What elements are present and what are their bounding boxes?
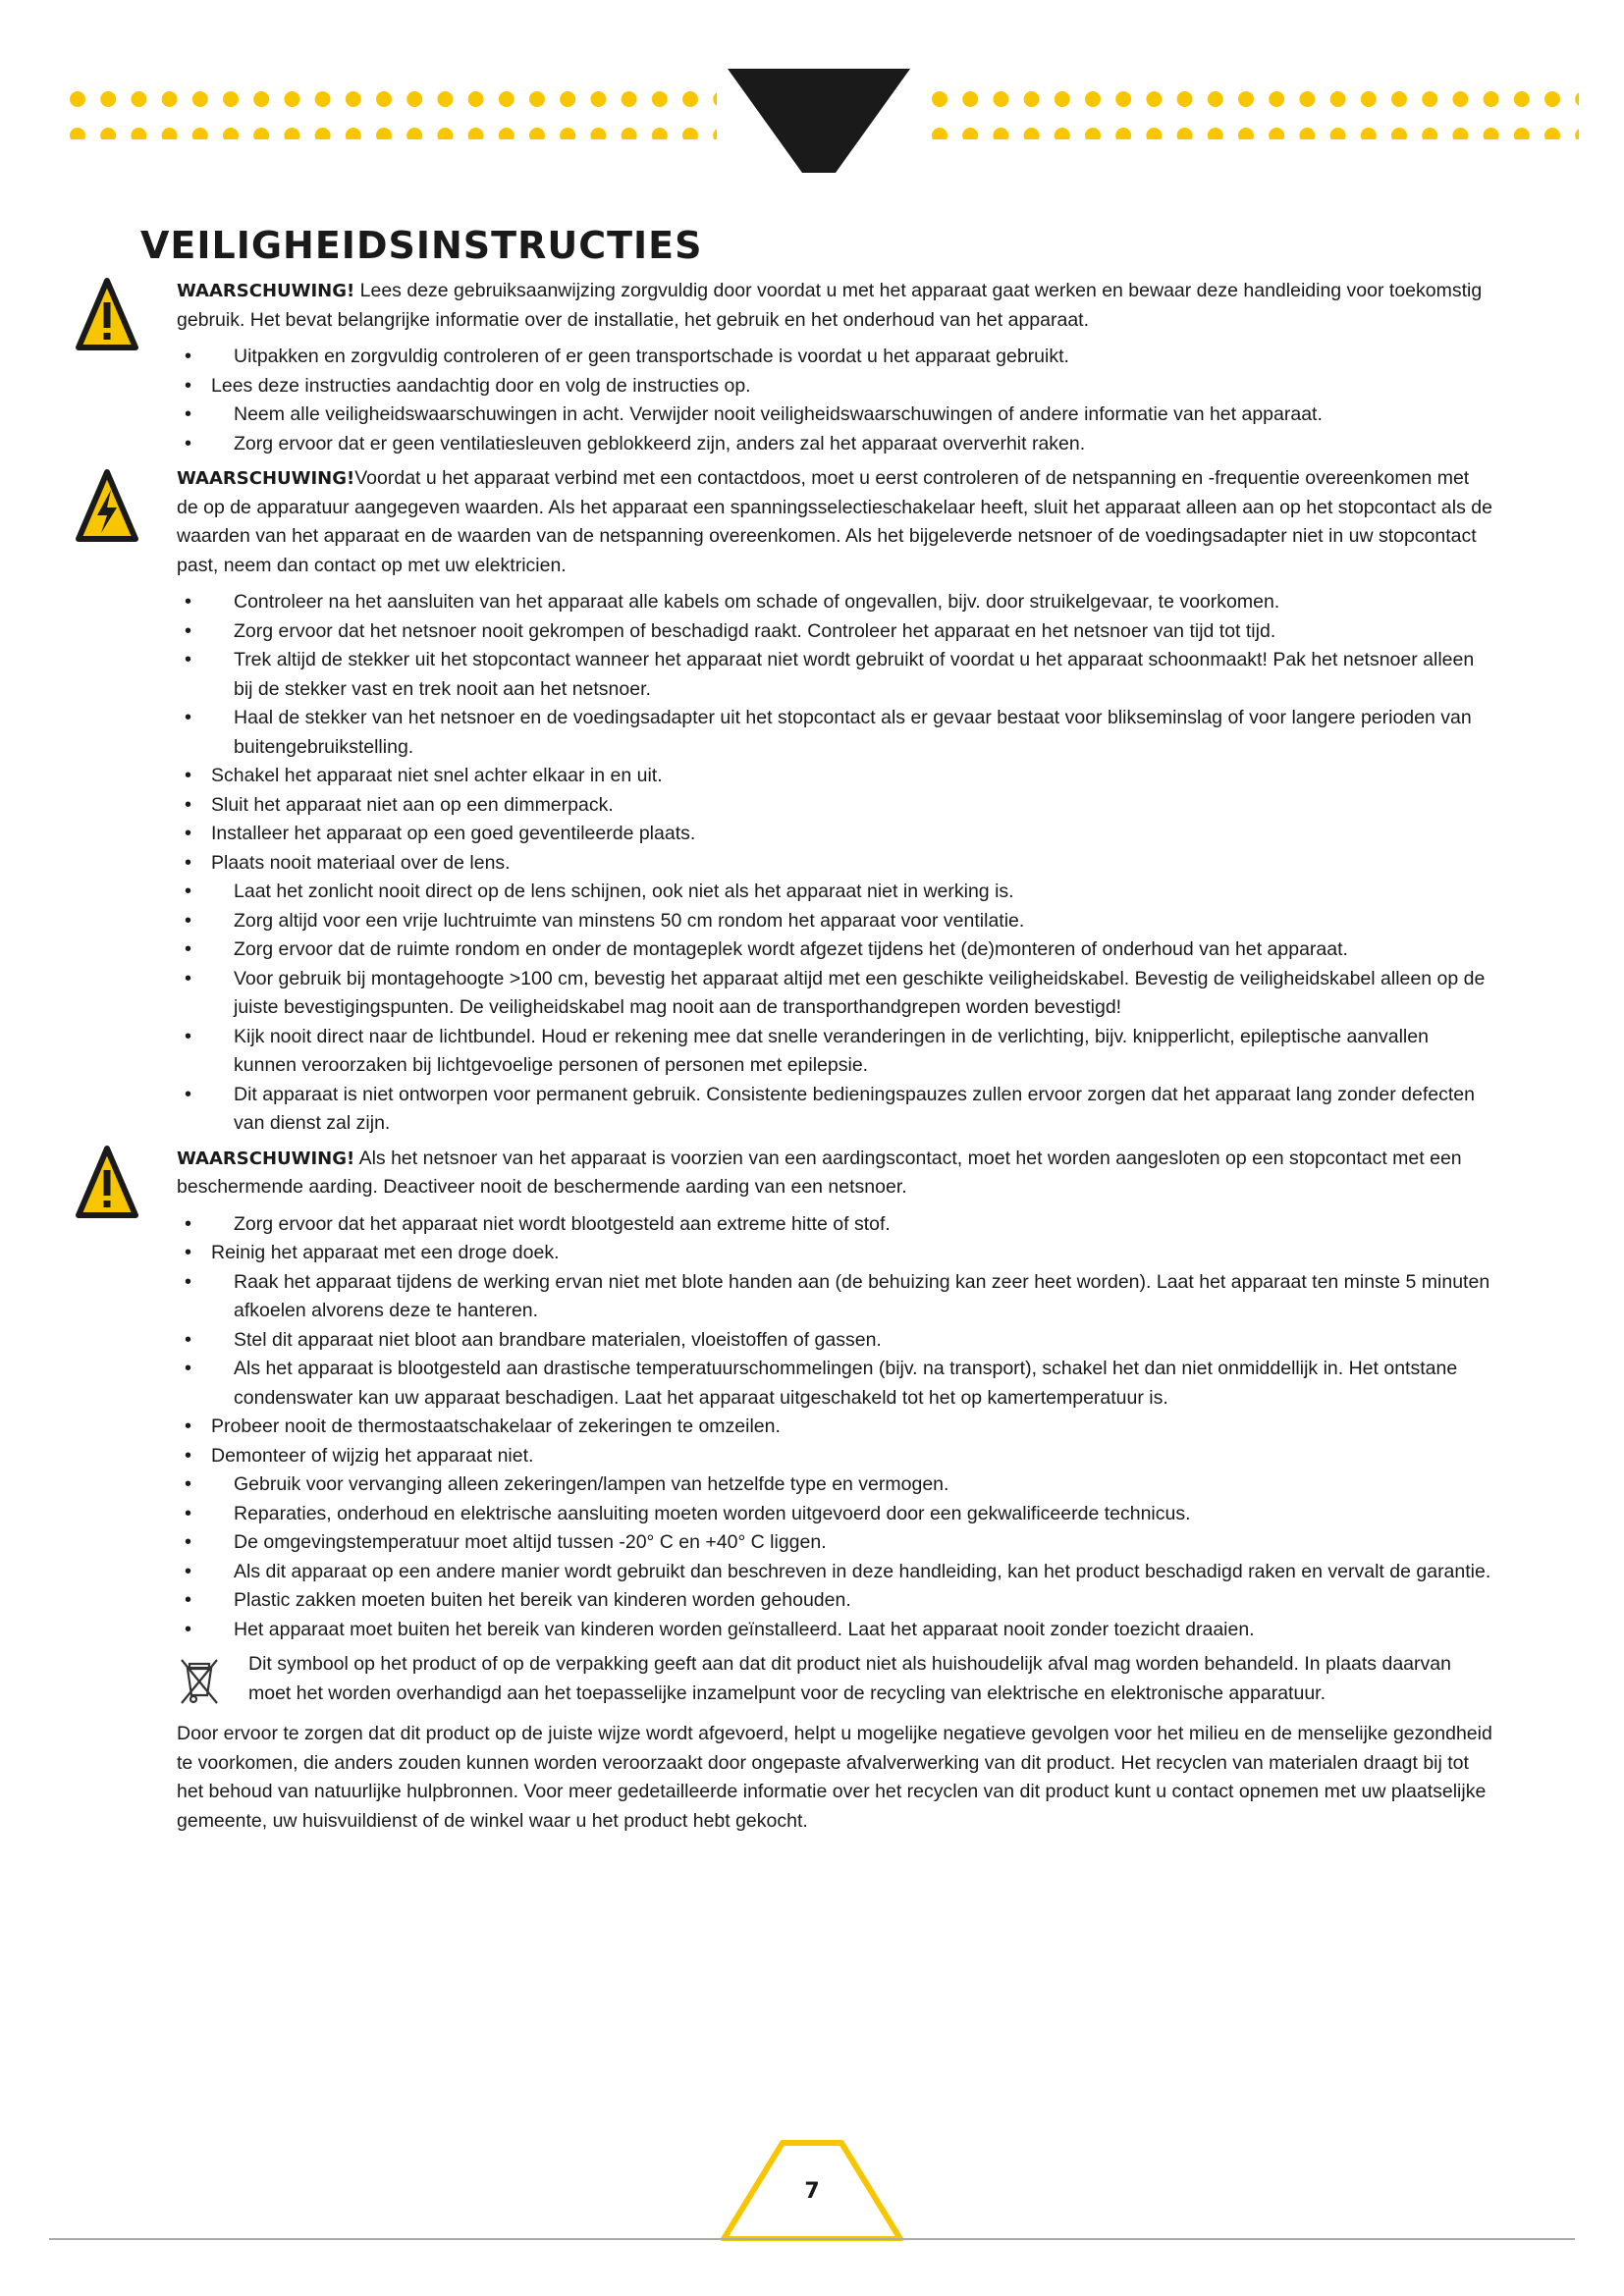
warning-triangle-icon (76, 1141, 138, 1223)
header-dots-left (69, 90, 717, 139)
header-triangle-shape (728, 67, 910, 177)
list-item: • Installeer het apparaat op een goed geventileerde plaats. (177, 820, 1492, 849)
list-item: • Als dit apparaat op een andere manier wordt gebruikt dan beschreven in deze handleiding, kan het product beschadigd raken en vervalt de garantie. (177, 1558, 1492, 1587)
warning-block-general (177, 277, 1492, 335)
warning-triangle-icon (76, 273, 138, 355)
list-item: • Kijk nooit direct naar de lichtbundel. Houd er rekening mee dat snelle veranderingen in de verlichting, bijv. knipperlicht, epileptische aanvallen kunnen veroorzaken bij lichtgevoelige personen of personen met epilepsie. (177, 1023, 1492, 1081)
bullet-list (177, 343, 1492, 458)
list-item: • Haal de stekker van het netsnoer en de voedingsadapter uit het stopcontact als er gevaar bestaat voor blikseminslag of voor langere perioden van buitengebruikstelling. (177, 704, 1492, 762)
list-item: • Reparaties, onderhoud en elektrische aansluiting moeten worden uitgevoerd door een gekwalificeerde technicus. (177, 1500, 1492, 1529)
safety-content (177, 277, 1492, 1855)
list-item: • Schakel het apparaat niet snel achter elkaar in en uit. (177, 762, 1492, 791)
header-dots-right (931, 90, 1579, 139)
list-item: • Lees deze instructies aandachtig door en volg de instructies op. (177, 372, 1492, 401)
list-item: • Uitpakken en zorgvuldig controleren of er geen transportschade is voordat u het apparaat gebruikt. (177, 343, 1492, 372)
weee-text: Dit symbool op het product of op de verpakking geeft aan dat dit product niet als huishoudelijk afval mag worden behandeld. In plaats daarvan moet het worden overhandigd aan het toepasselijke inzamelpunt voor de recycling van elektrische en elektronische apparatuur. (248, 1653, 1451, 1704)
warning-text: Lees deze gebruiksaanwijzing zorgvuldig door voordat u met het apparaat gaat werken en bewaar deze handleiding voor toekomstig gebruik. Het bevat belangrijke informatie over de installatie, het gebruik en het onderhoud van het apparaat. (177, 280, 1483, 331)
warning-text: Voordat u het apparaat verbind met een contactdoos, moet u eerst controleren of de netspanning en -frequentie overeenkomen met de op de apparatuur aangegeven waarden. Als het apparaat een spanningsselectieschakelaar heeft, sluit het apparaat alleen aan op het stopcontact als de waarden van het apparaat en de waarden van de netspanning overeenkomen. Als het bijgeleverde netsnoer of de voedingsadapter niet in uw stopcontact past, neem dan contact op met uw elektricien. (177, 467, 1492, 576)
bullet-list (177, 1210, 1492, 1645)
bullet-list (177, 588, 1492, 1139)
electric-hazard-icon (76, 464, 138, 547)
list-item: • Zorg ervoor dat de ruimte rondom en onder de montageplek wordt afgezet tijdens het (de)monteren of onderhoud van het apparaat. (177, 935, 1492, 965)
list-item: • Plaats nooit materiaal over de lens. (177, 849, 1492, 879)
weee-disposal-notice (177, 1650, 1492, 1708)
warning-label: WAARSCHUWING! (177, 1148, 355, 1169)
footer-divider (49, 2238, 1575, 2240)
page-number: 7 (804, 2179, 820, 2204)
list-item: • Controleer na het aansluiten van het apparaat alle kabels om schade of ongevallen, bijv. door struikelgevaar, te voorkomen. (177, 588, 1492, 617)
warning-label: WAARSCHUWING! (177, 281, 355, 301)
list-item: • De omgevingstemperatuur moet altijd tussen -20° C en +40° C liggen. (177, 1528, 1492, 1558)
list-item: • Het apparaat moet buiten het bereik van kinderen worden geïnstalleerd. Laat het apparaat nooit zonder toezicht draaien. (177, 1616, 1492, 1645)
list-item: • Als het apparaat is blootgesteld aan drastische temperatuurschommelingen (bijv. na transport), schakel het dan niet onmiddellijk in. Het ontstane condenswater kan uw apparaat beschadigen. Laat het apparaat uitgeschakeld tot het op kamertemperatuur is. (177, 1355, 1492, 1413)
list-item: • Zorg ervoor dat het apparaat niet wordt blootgesteld aan extreme hitte of stof. (177, 1210, 1492, 1240)
list-item: • Zorg altijd voor een vrije luchtruimte van minstens 50 cm rondom het apparaat voor ventilatie. (177, 907, 1492, 936)
warning-text: Als het netsnoer van het apparaat is voorzien van een aardingscontact, moet het worden aangesloten op een stopcontact met een beschermende aarding. Deactiveer nooit de beschermende aarding van een netsnoer. (177, 1147, 1462, 1198)
list-item: • Probeer nooit de thermostaatschakelaar of zekeringen te omzeilen. (177, 1413, 1492, 1442)
warning-label: WAARSCHUWING! (177, 468, 355, 489)
page-title: VEILIGHEIDSINSTRUCTIES (140, 224, 703, 267)
crossed-out-wheelie-bin-icon (178, 1656, 221, 1707)
list-item: • Trek altijd de stekker uit het stopcontact wanneer het apparaat niet wordt gebruikt of voordat u het apparaat schoonmaakt! Pak het netsnoer alleen bij de stekker vast en trek nooit aan het netsnoer. (177, 646, 1492, 704)
list-item: • Raak het apparaat tijdens de werking ervan niet met blote handen aan (de behuizing kan zeer heet worden). Laat het apparaat ten minste 5 minuten afkoelen alvorens deze te hanteren. (177, 1268, 1492, 1326)
list-item: • Laat het zonlicht nooit direct op de lens schijnen, ook niet als het apparaat niet in werking is. (177, 878, 1492, 907)
list-item: • Reinig het apparaat met een droge doek. (177, 1239, 1492, 1268)
warning-block-grounding (177, 1145, 1492, 1202)
list-item: • Stel dit apparaat niet bloot aan brandbare materialen, vloeistoffen of gassen. (177, 1326, 1492, 1356)
list-item: • Zorg ervoor dat het netsnoer nooit gekrompen of beschadigd raakt. Controleer het apparaat en het netsnoer van tijd tot tijd. (177, 617, 1492, 647)
list-item: • Gebruik voor vervanging alleen zekeringen/lampen van hetzelfde type en vermogen. (177, 1470, 1492, 1500)
list-item: • Dit apparaat is niet ontworpen voor permanent gebruik. Consistente bedieningspauzes zullen ervoor zorgen dat het apparaat lang zonder defecten van dienst zal zijn. (177, 1081, 1492, 1139)
list-item: • Sluit het apparaat niet aan op een dimmerpack. (177, 791, 1492, 821)
list-item: • Plastic zakken moeten buiten het bereik van kinderen worden gehouden. (177, 1586, 1492, 1616)
recycling-paragraph: Door ervoor te zorgen dat dit product op de juiste wijze wordt afgevoerd, helpt u mogelijke negatieve gevolgen voor het milieu en de menselijke gezondheid te voorkomen, die anders zouden kunnen worden veroorzaakt door ongepaste afvalverwerking van dit product. Het recyclen van materialen draagt bij tot het behoud van natuurlijke hulpbronnen. Voor meer gedetailleerde informatie over het recyclen van dit product kunt u contact opnemen met uw plaatselijke gemeente, uw huisvuildienst of de winkel waar u het product hebt gekocht. (177, 1723, 1492, 1832)
warning-block-electrical (177, 464, 1492, 580)
list-item: • Neem alle veiligheidswaarschuwingen in acht. Verwijder nooit veiligheidswaarschuwingen of andere informatie van het apparaat. (177, 400, 1492, 430)
list-item: • Zorg ervoor dat er geen ventilatiesleuven geblokkeerd zijn, anders zal het apparaat oververhit raken. (177, 430, 1492, 459)
list-item: • Voor gebruik bij montagehoogte >100 cm, bevestig het apparaat altijd met een geschikte veiligheidskabel. Bevestig de veiligheidskabel alleen op de juiste bevestigingspunten. De veiligheidskabel mag nooit aan de transporthandgrepen worden bevestigd! (177, 965, 1492, 1023)
list-item: • Demonteer of wijzig het apparaat niet. (177, 1442, 1492, 1471)
